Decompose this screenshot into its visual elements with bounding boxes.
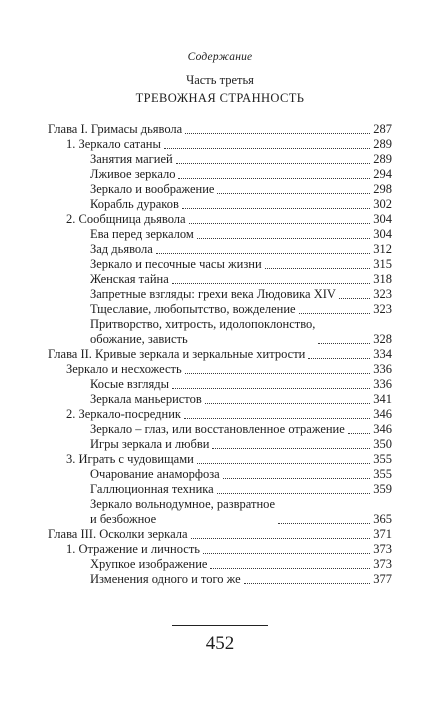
toc-entry-title: Зеркала маньеристов [90,392,202,406]
toc-entry-page: 355 [373,467,392,481]
dot-leader [178,178,370,179]
dot-leader [191,538,371,539]
toc-entry [48,122,392,137]
dot-leader [203,553,370,554]
toc-entry-title: Притворство, хитрость, идолопоклонство, обожание, зависть [90,317,316,346]
toc-entry [48,497,392,527]
toc-entry-title: Галлюционная техника [90,482,214,496]
dot-leader [197,238,370,239]
toc-entry [48,167,392,182]
toc-entry-title: Занятия магией [90,152,173,166]
toc-entry [48,227,392,242]
dot-leader [217,193,370,194]
toc-entry-page: 294 [373,167,392,181]
dot-leader [197,463,370,464]
toc-entry-title: 1. Зеркало сатаны [66,137,161,151]
dot-leader [164,148,370,149]
toc-entry-page: 323 [373,302,392,316]
toc-entry [48,137,392,152]
toc-entry-page: 336 [373,362,392,376]
toc-entry [48,542,392,557]
toc-entry [48,422,392,437]
toc-entry-title: Зеркало и песочные часы жизни [90,257,262,271]
dot-leader [299,313,371,314]
toc-entry [48,257,392,272]
dot-leader [212,448,370,449]
toc-entry [48,437,392,452]
toc-entry-title: Глава II. Кривые зеркала и зеркальные хитрости [48,347,306,361]
dot-leader [185,133,370,134]
dot-leader [156,253,370,254]
dot-leader [265,268,371,269]
toc-entry-title: 2. Зеркало-посредник [66,407,181,421]
toc-entry [48,392,392,407]
dot-leader [205,403,370,404]
toc-entry-page: 373 [373,557,392,571]
toc-entry-title: Женская тайна [90,272,169,286]
toc-entry [48,272,392,287]
toc-entry-title: Запретные взгляды: грехи века Людовика XIV [90,287,336,301]
toc-entry [48,362,392,377]
dot-leader [348,433,370,434]
toc-entry-page: 289 [373,137,392,151]
toc-entry-page: 346 [373,422,392,436]
footer-rule [172,625,268,626]
toc-entry-page: 350 [373,437,392,451]
toc-entry-title: Корабль дураков [90,197,179,211]
toc-entry [48,242,392,257]
toc-entry-page: 323 [373,287,392,301]
toc-entry-page: 359 [373,482,392,496]
toc-entry [48,527,392,542]
toc-entry-page: 377 [373,572,392,586]
toc-entry-title: Глава III. Осколки зеркала [48,527,188,541]
dot-leader [217,493,371,494]
dot-leader [182,208,370,209]
toc-entry-title: Зеркало и несхожесть [66,362,182,376]
toc-entry-title: Зеркало – глаз, или восстановленное отражение [90,422,345,436]
toc-entry-page: 318 [373,272,392,286]
toc-entry-title: Очарование анаморфоза [90,467,220,481]
toc-entry-title: Зад дьявола [90,242,153,256]
toc-entry-page: 334 [373,347,392,361]
toc-entry-page: 371 [373,527,392,541]
toc-entry-page: 302 [373,197,392,211]
toc-entry [48,302,392,317]
dot-leader [308,358,370,359]
dot-leader [210,568,370,569]
toc-entry-page: 341 [373,392,392,406]
toc-entry [48,287,392,302]
toc-entry [48,482,392,497]
toc-entry [48,572,392,587]
toc-entry-page: 346 [373,407,392,421]
dot-leader [278,523,370,524]
dot-leader [244,583,371,584]
toc-entry-title: Зеркало и воображение [90,182,215,196]
toc-entry [48,452,392,467]
toc-entry [48,467,392,482]
running-head: Содержание [187,51,253,63]
toc-entry [48,557,392,572]
dot-leader [339,298,370,299]
toc-entry-title: Глава I. Гримасы дьявола [48,122,183,136]
toc-entry-title: Хрупкое изображение [90,557,208,571]
toc-entry-title: Зеркало вольнодумное, развратное и безбожное [90,497,276,526]
toc-entry [48,377,392,392]
toc-entry-page: 336 [373,377,392,391]
dot-leader [318,343,370,344]
toc-entry-title: 1. Отражение и личность [66,542,201,556]
toc-entry-page: 315 [373,257,392,271]
table-of-contents [48,122,392,587]
toc-entry [48,212,392,227]
toc-entry-title: 2. Сообщница дьявола [66,212,186,226]
toc-entry-title: 3. Играть с чудовищами [66,452,194,466]
toc-entry [48,407,392,422]
dot-leader [172,283,371,284]
toc-entry-page: 373 [373,542,392,556]
toc-entry-page: 355 [373,452,392,466]
dot-leader [172,388,370,389]
part-title: ТРЕВОЖНАЯ СТРАННОСТЬ [135,91,305,105]
toc-entry-title: Ева перед зеркалом [90,227,194,241]
toc-entry-title: Косые взгляды [90,377,169,391]
toc-entry-title: Тщеславие, любопытство, вожделение [90,302,296,316]
toc-entry [48,347,392,362]
toc-entry-page: 304 [373,212,392,226]
toc-entry-title: Изменения одного и того же [90,572,241,586]
dot-leader [223,478,371,479]
toc-entry [48,152,392,167]
dot-leader [184,418,370,419]
page-number: 452 [205,633,235,654]
toc-entry-title: Игры зеркала и любви [90,437,210,451]
dot-leader [176,163,371,164]
toc-entry-page: 304 [373,227,392,241]
toc-entry [48,182,392,197]
toc-entry [48,317,392,347]
part-label: Часть третья [186,73,254,87]
toc-entry-page: 298 [373,182,392,196]
dot-leader [189,223,371,224]
toc-entry-page: 328 [373,332,392,346]
toc-entry [48,197,392,212]
toc-entry-title: Лживое зеркало [90,167,176,181]
dot-leader [185,373,371,374]
toc-entry-page: 289 [373,152,392,166]
toc-entry-page: 365 [373,512,392,526]
toc-entry-page: 312 [373,242,392,256]
toc-entry-page: 287 [373,122,392,136]
